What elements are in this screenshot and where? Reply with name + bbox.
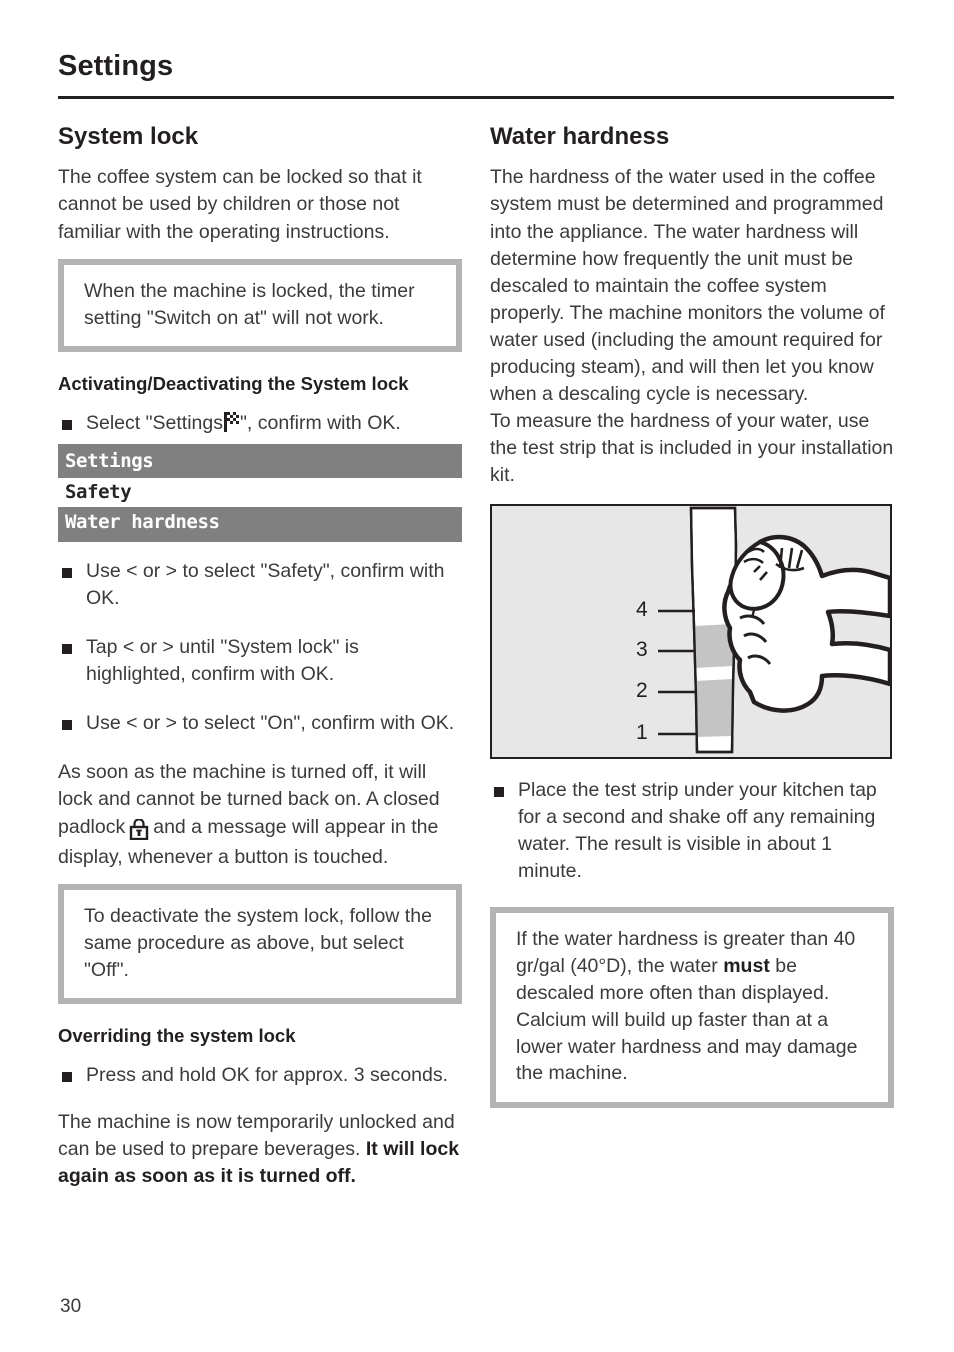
warning-text-part-1: If the water hardness is greater than 40 gr/gal (40°D), the water (516, 927, 856, 977)
step-text: Tap < or > until "System lock" is highlighted, confirm with OK. (86, 636, 359, 686)
note-box-timer-setting (58, 259, 462, 353)
flag-settings-icon (224, 412, 239, 440)
paragraph-system-lock-intro: The coffee system can be locked so that it cannot be used by children or those not familiar with the operating instructions. (58, 166, 422, 243)
display-row-settings: Settings (65, 450, 154, 473)
display-row-water-hardness: Water hardness (65, 511, 220, 534)
test-strip-hand-illustration (490, 504, 892, 759)
paragraph-lock-behaviour (58, 759, 462, 870)
note-box-deactivate (58, 884, 462, 1005)
bullet-square-icon (62, 1072, 72, 1082)
list-item (58, 410, 462, 440)
section-heading-system-lock: System lock (58, 123, 199, 150)
warning-text-part-2: be descaled more often than displayed. Calcium will build up faster than at a lower water hardness and may damage the machine. (516, 954, 858, 1085)
paragraph-temporarily-unlocked (58, 1109, 462, 1190)
section-heading-water-hardness: Water hardness (490, 123, 670, 150)
display-row-safety-selected: Safety (58, 478, 462, 508)
paragraph-water-hardness-1: The hardness of the water used in the coffee system must be determined and programmed into the appliance. The water hardness will determine how frequently the unit must be descaled to maintain the coffee system properly. The machine monitors the volume of water used (including the amount required for producing steam), and will then let you know when a descaling cycle is necessary. (490, 166, 885, 406)
lock-text-part-2: and a message will appear in the display, whenever a button is touched. (58, 815, 439, 868)
title-divider (58, 96, 894, 99)
figure-label-4: 4 (636, 597, 648, 621)
list-item (490, 777, 894, 885)
test-zone-1-shaded (695, 679, 732, 737)
step-text: Use < or > to select "On", confirm with OK. (86, 712, 455, 735)
lock-text-part-1: As soon as the machine is turned off, it will lock and cannot be turned back on. A closed padlock (58, 761, 440, 838)
test-zone-2-shaded (694, 624, 733, 668)
thumb-outline (730, 542, 783, 609)
bullet-square-icon (62, 568, 72, 578)
step-list-test-strip (490, 777, 894, 885)
warning-box-water-hardness (490, 907, 894, 1108)
step-text: Use < or > to select "Safety", confirm with OK. (86, 559, 445, 609)
bullet-square-icon (494, 787, 504, 797)
list-item (58, 1062, 462, 1089)
step-list-override (58, 1062, 462, 1089)
closing-text-normal: The machine is now temporarily unlocked and can be used to prepare beverages. (58, 1111, 455, 1161)
note-text: To deactivate the system lock, follow the same procedure as above, but select "Off". (84, 904, 432, 981)
step-text: Place the test strip under your kitchen tap for a second and shake off any remaining water. The result is visible in about 1 minute. (518, 778, 877, 882)
step-list-select-settings (58, 410, 462, 440)
subheading-overriding: Overriding the system lock (58, 1025, 296, 1047)
figure-label-3: 3 (636, 637, 648, 661)
step-text-suffix: ", confirm with OK. (240, 412, 401, 435)
step-text: Press and hold OK for approx. 3 seconds. (86, 1064, 449, 1087)
bullet-square-icon (62, 720, 72, 730)
closing-text-bold: It will lock again as soon as it is turned off. (58, 1138, 460, 1188)
step-list-navigation (58, 558, 462, 737)
right-column (490, 124, 894, 1126)
closed-padlock-icon (126, 817, 152, 844)
figure-label-1: 1 (636, 720, 648, 744)
list-item (58, 710, 462, 737)
figure-label-2: 2 (636, 678, 648, 702)
bullet-square-icon (62, 420, 72, 430)
note-text: When the machine is locked, the timer setting "Switch on at" will not work. (84, 279, 415, 329)
step-text-prefix: Select "Settings (86, 412, 223, 435)
page-number: 30 (60, 1296, 82, 1317)
warning-text (516, 926, 873, 1087)
left-column (58, 124, 462, 1204)
warning-text-bold: must (723, 954, 770, 977)
list-item (58, 634, 462, 688)
list-item (58, 558, 462, 612)
page-title: Settings (58, 50, 174, 82)
bullet-square-icon (62, 644, 72, 654)
subheading-activating-deactivating: Activating/Deactivating the System lock (58, 373, 409, 395)
paragraph-water-hardness-2: To measure the hardness of your water, use the test strip that is included in your installation kit. (490, 410, 894, 487)
appliance-display-mockup (58, 444, 462, 542)
